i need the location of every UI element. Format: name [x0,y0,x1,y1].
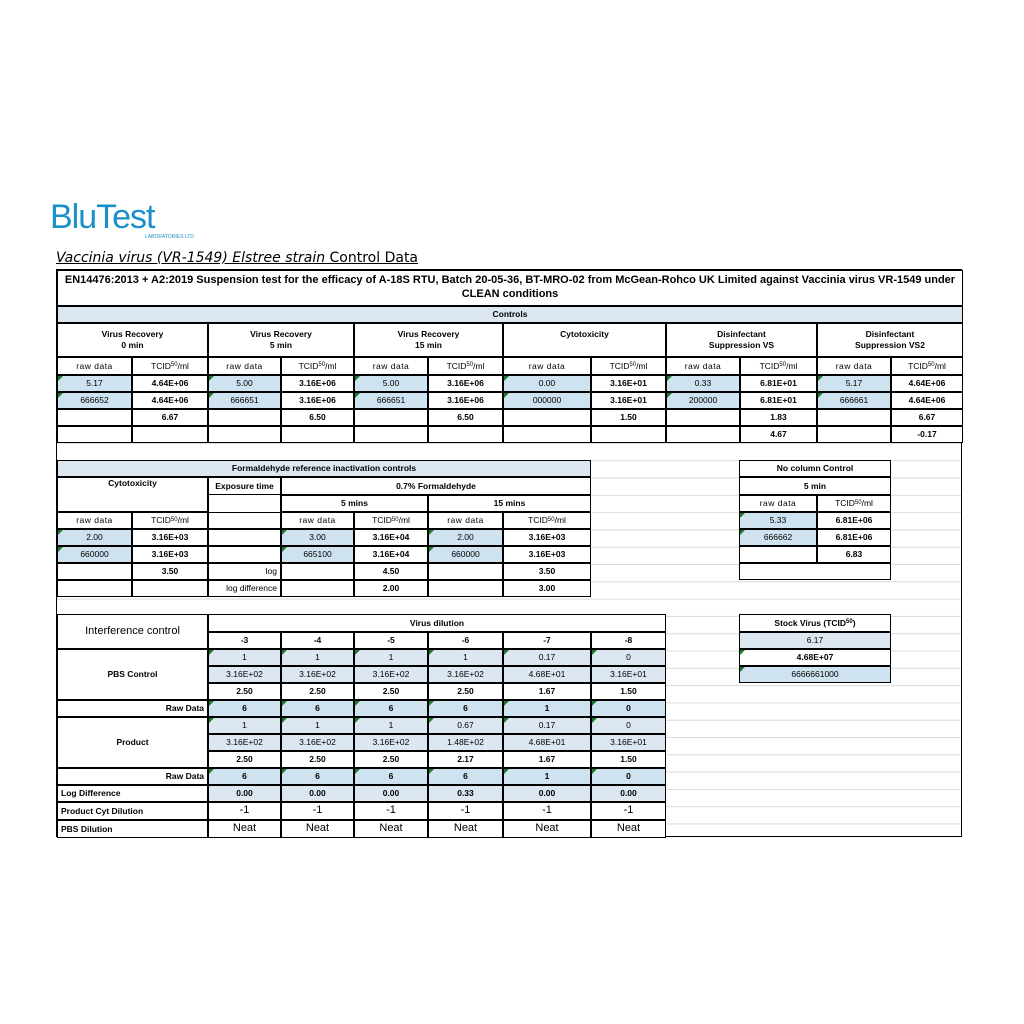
control-cell: 0.00 [503,375,591,392]
col-header: TCID 50 /ml [132,357,208,375]
controls-group-header [57,323,208,357]
formaldehyde-cell [57,580,132,597]
control-cell: 6.50 [428,409,503,426]
product-cell: 3.16E+01 [591,734,666,751]
formaldehyde-header: Formaldehyde reference inactivation controls [57,460,591,477]
row-label-pbsdil: PBS Dilution [57,820,208,838]
control-cell: 4.64E+06 [891,392,963,409]
control-cell [281,426,354,443]
col-header: raw data [739,495,817,512]
product-cell: 0.17 [503,717,591,734]
product-cell: 1.50 [591,751,666,768]
pbs-raw-cell: 6 [208,700,281,717]
stock-v2: 4.68E+07 [739,649,891,666]
control-cell: 5.00 [208,375,281,392]
pbsdil-cell: Neat [208,820,281,838]
stock-v3: 6666661000 [739,666,891,683]
pbs-cell: 3.16E+02 [354,666,428,683]
control-cell: 3.16E+06 [281,392,354,409]
mins5-label: 5 mins [281,495,428,512]
formaldehyde-cell: 3.00 [281,529,354,546]
formaldehyde-cell: 3.16E+04 [354,546,428,563]
cytdil-cell: -1 [503,802,591,820]
formaldehyde-cell [57,563,132,580]
product-cell: 2.17 [428,751,503,768]
formaldehyde-cell [428,580,503,597]
control-cell [354,409,428,426]
control-cell: 3.16E+06 [281,375,354,392]
product-cell: 2.50 [354,751,428,768]
product-cell: 0 [591,717,666,734]
product-raw-cell: 6 [354,768,428,785]
col-header: raw data [817,357,891,375]
pbsdil-cell: Neat [281,820,354,838]
control-cell: 6.81E+01 [740,375,817,392]
control-cell: 1.50 [591,409,666,426]
control-cell: 6.67 [891,409,963,426]
control-cell: 200000 [666,392,740,409]
col-header: TCID 50 /ml [891,357,963,375]
control-cell: 0.33 [666,375,740,392]
nocolumn-empty [739,563,891,580]
col-header: TCID 50 /ml [428,357,503,375]
controls-header: Controls [57,306,963,323]
pbs-raw-cell: 6 [354,700,428,717]
virus-dilution-header: Virus dilution [208,614,666,632]
product-cell: 3.16E+02 [208,734,281,751]
group-sublabel: Suppression VS2 [855,340,925,350]
pbs-control-label: PBS Control [57,649,208,700]
control-cell [354,426,428,443]
pbsdil-cell: Neat [503,820,591,838]
group-sublabel: 15 min [415,340,442,350]
group-label: Virus Recovery [397,329,460,340]
control-cell: 3.16E+01 [591,392,666,409]
pbs-raw-cell: 1 [503,700,591,717]
nocolumn-cell: 6.81E+06 [817,512,891,529]
product-cell: 2.50 [208,751,281,768]
logdiff-cell: 0.00 [281,785,354,802]
col-header [208,512,281,529]
control-cell: 666651 [354,392,428,409]
control-cell: -0.17 [891,426,963,443]
group-sublabel: Suppression VS [708,340,775,350]
nocolumn-header: No column Control [739,460,891,477]
pbs-raw-cell: 6 [281,700,354,717]
nocolumn-cell: 5.33 [739,512,817,529]
cytotoxicity-label: Cytotoxicity [57,477,208,512]
row-label-cytdil: Product Cyt Dilution [57,802,208,820]
col-header: TCID 50 /ml [740,357,817,375]
pbs-cell: 3.16E+02 [281,666,354,683]
formaldehyde-cell: 3.16E+03 [503,529,591,546]
group-label: Disinfectant [717,329,766,340]
control-cell: 5.00 [354,375,428,392]
col-header: raw data [281,512,354,529]
formaldehyde-cell: 660000 [57,546,132,563]
cytdil-cell: -1 [428,802,503,820]
pbs-cell: 1 [208,649,281,666]
formaldehyde-cell: 3.00 [503,580,591,597]
col-header: raw data [428,512,503,529]
pbs-cell: 3.16E+01 [591,666,666,683]
dilution-col: -6 [428,632,503,649]
col-header: raw data [666,357,740,375]
formal-label: 0.7% Formaldehyde [281,477,591,495]
control-cell [591,426,666,443]
row-label-logdiff: Log Difference [57,785,208,802]
product-cell: 1 [354,717,428,734]
control-cell: 666652 [57,392,132,409]
controls-group-header [503,323,666,357]
dilution-col: -8 [591,632,666,649]
group-label: Virus Recovery [101,329,164,340]
group-label: Disinfectant [865,329,915,340]
pbs-raw-cell: 0 [591,700,666,717]
control-cell: 3.16E+06 [428,375,503,392]
formaldehyde-cell: 665100 [281,546,354,563]
svg-text:LABORATORIES LTD: LABORATORIES LTD [145,234,194,240]
controls-group-header [208,323,354,357]
formaldehyde-cell: 3.50 [132,563,208,580]
product-cell: 2.50 [281,751,354,768]
group-label: Virus Recovery [250,329,312,340]
product-raw-cell: 6 [208,768,281,785]
product-cell: 3.16E+02 [354,734,428,751]
formaldehyde-cell [208,546,281,563]
formaldehyde-cell: 3.16E+03 [132,546,208,563]
nocolumn-cell [739,546,817,563]
controls-group-header [666,323,817,357]
formaldehyde-cell [281,563,354,580]
control-cell: 1.83 [740,409,817,426]
pbs-cell: 2.50 [208,683,281,700]
dilution-col: -7 [503,632,591,649]
heading-title: EN14476:2013 + A2:2019 Suspension test for the efficacy of A-18S RTU, Batch 20-05-36, BT-MRO-02 from McGean-Rohco UK Limited against Vaccinia virus VR-1549 under CLEAN conditions [57,270,963,306]
control-cell: 4.67 [740,426,817,443]
nocolumn-time: 5 min [739,477,891,495]
control-cell [132,426,208,443]
logdiff-cell: 0.33 [428,785,503,802]
spreadsheet [56,269,962,837]
product-raw-cell: 0 [591,768,666,785]
product-cell: 1 [208,717,281,734]
col-header: raw data [57,357,132,375]
cytdil-cell: -1 [208,802,281,820]
raw-data-label: Raw Data [57,768,208,785]
col-header: raw data [57,512,132,529]
control-cell: 5.17 [817,375,891,392]
pbs-cell: 1 [428,649,503,666]
interference-label: Interference control [57,614,208,649]
formaldehyde-cell: log difference [208,580,281,597]
formaldehyde-cell: 2.00 [354,580,428,597]
formaldehyde-cell: 2.00 [428,529,503,546]
raw-data-label: Raw Data [57,700,208,717]
cytdil-cell: -1 [354,802,428,820]
pbsdil-cell: Neat [354,820,428,838]
formaldehyde-cell [281,580,354,597]
formaldehyde-cell: 4.50 [354,563,428,580]
control-cell: 6.81E+01 [740,392,817,409]
group-sublabel: 0 min [121,340,144,350]
group-sublabel [583,340,585,351]
col-header: raw data [354,357,428,375]
col-header: TCID 50 /ml [281,357,354,375]
logdiff-cell: 0.00 [354,785,428,802]
blutest-logo [50,196,210,244]
formaldehyde-cell: 2.00 [57,529,132,546]
control-cell: 4.64E+06 [132,375,208,392]
control-cell [817,409,891,426]
product-raw-cell: 6 [428,768,503,785]
control-cell [208,426,281,443]
control-cell: 6.67 [132,409,208,426]
col-header: TCID 50 /ml [132,512,208,529]
pbs-cell: 3.16E+02 [208,666,281,683]
control-cell: 666651 [208,392,281,409]
group-sublabel: 5 min [269,340,293,350]
formaldehyde-cell [208,529,281,546]
dilution-col: -5 [354,632,428,649]
pbs-cell: 0 [591,649,666,666]
col-header: TCID 50 /ml [503,512,591,529]
svg-text:BluTest: BluTest [50,198,155,236]
control-cell [208,409,281,426]
col-header: raw data [503,357,591,375]
col-header: TCID 50 /ml [591,357,666,375]
col-header: TCID 50 /ml [817,495,891,512]
product-label: Product [57,717,208,768]
control-cell [666,409,740,426]
formaldehyde-cell [132,580,208,597]
pbs-cell: 2.50 [428,683,503,700]
control-cell: 000000 [503,392,591,409]
cytdil-cell: -1 [591,802,666,820]
product-cell: 4.68E+01 [503,734,591,751]
control-cell: 3.16E+01 [591,375,666,392]
dilution-col: -3 [208,632,281,649]
pbs-cell: 1.50 [591,683,666,700]
stock-v1: 6.17 [739,632,891,649]
controls-group-header [817,323,963,357]
product-cell: 1.48E+02 [428,734,503,751]
nocolumn-cell: 666662 [739,529,817,546]
formaldehyde-cell [428,563,503,580]
pbs-cell: 1.67 [503,683,591,700]
product-raw-cell: 1 [503,768,591,785]
formaldehyde-cell: 3.16E+04 [354,529,428,546]
mins15-label: 15 mins [428,495,591,512]
pbs-cell: 0.17 [503,649,591,666]
control-cell: 666661 [817,392,891,409]
page-title: Vaccinia virus (VR-1549) Elstree strain Control Data [56,250,419,266]
control-cell [503,426,591,443]
control-cell: 4.64E+06 [132,392,208,409]
pbs-cell: 2.50 [281,683,354,700]
control-cell: 6.50 [281,409,354,426]
formaldehyde-cell: 3.16E+03 [503,546,591,563]
exposure-label: Exposure time [208,477,281,495]
control-cell [503,409,591,426]
control-cell: 5.17 [57,375,132,392]
product-raw-cell: 6 [281,768,354,785]
pbs-cell: 3.16E+02 [428,666,503,683]
nocolumn-cell: 6.83 [817,546,891,563]
formaldehyde-cell: 3.16E+03 [132,529,208,546]
formaldehyde-cell: 660000 [428,546,503,563]
product-cell: 1 [281,717,354,734]
control-cell [817,426,891,443]
pbs-cell: 4.68E+01 [503,666,591,683]
control-cell: 3.16E+06 [428,392,503,409]
product-cell: 0.67 [428,717,503,734]
dilution-col: -4 [281,632,354,649]
logdiff-cell: 0.00 [591,785,666,802]
control-cell: 4.64E+06 [891,375,963,392]
exposure-empty [208,495,281,512]
col-header: raw data [208,357,281,375]
pbsdil-cell: Neat [428,820,503,838]
pbs-cell: 2.50 [354,683,428,700]
pbs-cell: 1 [281,649,354,666]
product-cell: 3.16E+02 [281,734,354,751]
control-cell [428,426,503,443]
controls-group-header [354,323,503,357]
pbs-cell: 1 [354,649,428,666]
stock-virus-header: Stock Virus (TCID 50 ) [739,614,891,632]
col-header: TCID 50 /ml [354,512,428,529]
pbs-raw-cell: 6 [428,700,503,717]
logdiff-cell: 0.00 [503,785,591,802]
formaldehyde-cell: log [208,563,281,580]
control-cell [57,409,132,426]
control-cell [57,426,132,443]
group-label: Cytotoxicity [560,329,609,340]
cytdil-cell: -1 [281,802,354,820]
logdiff-cell: 0.00 [208,785,281,802]
nocolumn-cell: 6.81E+06 [817,529,891,546]
control-cell [666,426,740,443]
product-cell: 1.67 [503,751,591,768]
pbsdil-cell: Neat [591,820,666,838]
formaldehyde-cell: 3.50 [503,563,591,580]
